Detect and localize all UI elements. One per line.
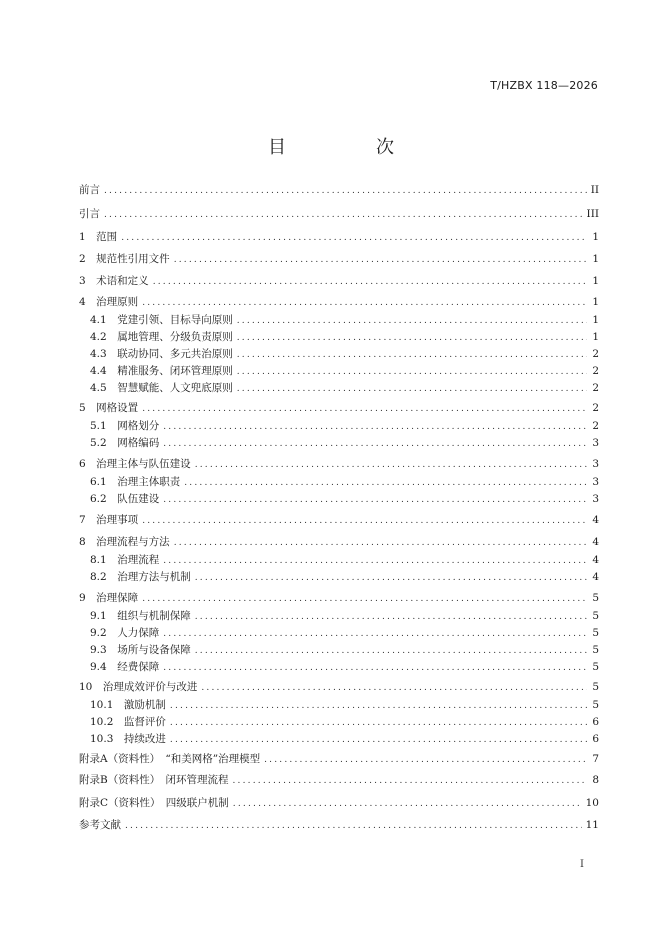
dot-leader — [201, 680, 587, 696]
dot-leader — [163, 660, 587, 676]
dot-leader — [195, 457, 587, 473]
toc-entry[interactable] — [79, 312, 599, 328]
toc-entry-label: 引言 — [79, 208, 100, 220]
dot-leader — [174, 252, 587, 268]
dot-leader — [184, 475, 587, 491]
dot-leader — [163, 436, 587, 452]
toc-entry[interactable] — [79, 456, 599, 472]
toc-entry-page: III — [586, 208, 599, 220]
toc-entry[interactable] — [79, 400, 599, 416]
toc-entry-page: 2 — [592, 402, 599, 414]
toc-entry-page: 2 — [592, 382, 599, 394]
toc-entry-page: 3 — [592, 493, 599, 505]
toc-entry[interactable] — [79, 731, 599, 747]
toc-entry-page: II — [590, 184, 599, 196]
toc-entry-page: 10 — [585, 797, 599, 809]
toc-entry[interactable] — [79, 474, 599, 490]
document-code: T/HZBX 118—2026 — [490, 79, 598, 92]
toc-entry[interactable] — [79, 642, 599, 658]
toc-entry-page: 2 — [592, 420, 599, 432]
toc-entry-label: 5.1 网格划分 — [90, 420, 160, 432]
dot-leader — [174, 535, 587, 551]
toc-entry-label: 10.2 监督评价 — [90, 716, 166, 728]
dot-leader — [121, 230, 587, 246]
toc-entry-label: 10 治理成效评价与改进 — [79, 681, 198, 693]
toc-entry-label: 6.1 治理主体职责 — [90, 476, 181, 488]
toc-entry-page: 5 — [592, 610, 599, 622]
toc-entry-page: 4 — [592, 536, 599, 548]
toc-entry-page: 1 — [592, 314, 599, 326]
toc-entry[interactable] — [79, 380, 599, 396]
dot-leader — [237, 347, 587, 363]
toc-entry-page: 3 — [592, 476, 599, 488]
toc-entry-label: 9 治理保障 — [79, 592, 139, 604]
toc-entry-page: 1 — [592, 275, 599, 287]
toc-entry[interactable] — [79, 608, 599, 624]
toc-entry[interactable] — [79, 491, 599, 507]
toc-entry-label: 附录B（资料性） 闭环管理流程 — [79, 774, 229, 786]
toc-entry[interactable] — [79, 182, 599, 198]
toc-entry[interactable] — [79, 329, 599, 345]
toc-entry-label: 4.2 属地管理、分级负责原则 — [90, 331, 233, 343]
dot-leader — [232, 773, 587, 789]
toc-entry[interactable] — [79, 435, 599, 451]
toc-entry[interactable] — [79, 751, 599, 767]
toc-entry-label: 5.2 网格编码 — [90, 437, 160, 449]
toc-entry-page: 3 — [592, 437, 599, 449]
toc-entry[interactable] — [79, 590, 599, 606]
toc-entry[interactable] — [79, 552, 599, 568]
toc-entry-page: 4 — [592, 554, 599, 566]
dot-leader — [170, 732, 587, 748]
toc-entry-label: 10.3 持续改进 — [90, 733, 166, 745]
dot-leader — [163, 553, 587, 569]
toc-entry-page: 5 — [592, 644, 599, 656]
toc-entry-label: 前言 — [79, 184, 100, 196]
toc-entry-label: 3 术语和定义 — [79, 275, 149, 287]
toc-entry[interactable] — [79, 569, 599, 585]
toc-entry-label: 9.2 人力保障 — [90, 627, 160, 639]
toc-entry-label: 4.4 精准服务、闭环管理原则 — [90, 365, 233, 377]
toc-entry-label: 9.3 场所与设备保障 — [90, 644, 191, 656]
toc-entry-page: 1 — [592, 253, 599, 265]
dot-leader — [170, 715, 587, 731]
toc-entry-label: 8.2 治理方法与机制 — [90, 571, 191, 583]
toc-entry[interactable] — [79, 294, 599, 310]
toc-entry-label: 4.3 联动协同、多元共治原则 — [90, 348, 233, 360]
toc-entry-page: 4 — [592, 514, 599, 526]
toc-entry[interactable] — [79, 251, 599, 267]
dot-leader — [233, 796, 582, 812]
dot-leader — [142, 401, 587, 417]
toc-entry-page: 6 — [592, 716, 599, 728]
toc-entry-page: 4 — [592, 571, 599, 583]
toc-entry[interactable] — [79, 772, 599, 788]
toc-entry-label: 8 治理流程与方法 — [79, 536, 170, 548]
dot-leader — [195, 609, 587, 625]
dot-leader — [163, 419, 587, 435]
toc-entry[interactable] — [79, 795, 599, 811]
dot-leader — [237, 381, 587, 397]
toc-entry[interactable] — [79, 625, 599, 641]
toc-entry[interactable] — [79, 534, 599, 550]
toc-entry-label: 8.1 治理流程 — [90, 554, 160, 566]
toc-entry-page: 6 — [592, 733, 599, 745]
dot-leader — [104, 207, 583, 223]
toc-entry[interactable] — [79, 679, 599, 695]
toc-entry-label: 6.2 队伍建设 — [90, 493, 160, 505]
toc-entry-label: 6 治理主体与队伍建设 — [79, 458, 191, 470]
dot-leader — [142, 513, 587, 529]
dot-leader — [237, 364, 587, 380]
toc-entry[interactable] — [79, 273, 599, 289]
page-number: I — [580, 859, 584, 870]
toc-entry-label: 1 范围 — [79, 231, 118, 243]
dot-leader — [153, 274, 587, 290]
toc-entry-page: 2 — [592, 365, 599, 377]
dot-leader — [170, 698, 587, 714]
toc-entry[interactable] — [79, 659, 599, 675]
toc-entry-page: 7 — [592, 753, 599, 765]
toc-entry-page: 5 — [592, 627, 599, 639]
toc-entry-label: 4 治理原则 — [79, 296, 139, 308]
dot-leader — [125, 818, 582, 834]
toc-entry[interactable] — [79, 418, 599, 434]
toc-entry-page: 2 — [592, 348, 599, 360]
toc-entry[interactable] — [79, 714, 599, 730]
toc-entry-label: 4.1 党建引领、目标导向原则 — [90, 314, 233, 326]
toc-entry-page: 11 — [585, 819, 599, 831]
toc-entry[interactable] — [79, 512, 599, 528]
dot-leader — [163, 626, 587, 642]
toc-entry[interactable] — [79, 346, 599, 362]
page-title: 目 次 — [268, 137, 430, 158]
toc-entry-page: 1 — [592, 331, 599, 343]
toc-entry-page: 5 — [592, 592, 599, 604]
toc-entry-page: 1 — [592, 231, 599, 243]
toc-entry-page: 5 — [592, 661, 599, 673]
dot-leader — [195, 570, 587, 586]
toc-entry-page: 5 — [592, 681, 599, 693]
dot-leader — [142, 295, 587, 311]
dot-leader — [237, 330, 587, 346]
dot-leader — [104, 183, 587, 199]
dot-leader — [264, 752, 587, 768]
toc-entry-label: 附录C（资料性） 四级联户机制 — [79, 797, 229, 809]
toc-entry-page: 5 — [592, 699, 599, 711]
toc-entry[interactable] — [79, 697, 599, 713]
toc-entry-label: 10.1 激励机制 — [90, 699, 166, 711]
toc-entry-page: 8 — [592, 774, 599, 786]
toc-entry-page: 1 — [592, 296, 599, 308]
toc-entry[interactable] — [79, 363, 599, 379]
dot-leader — [195, 643, 587, 659]
toc-entry-label: 参考文献 — [79, 819, 121, 831]
toc-entry-label: 4.5 智慧赋能、人文兜底原则 — [90, 382, 233, 394]
toc-entry[interactable] — [79, 206, 599, 222]
toc-entry[interactable] — [79, 817, 599, 833]
toc-entry-label: 9.1 组织与机制保障 — [90, 610, 191, 622]
toc-entry-label: 附录A（资料性） “和美网格”治理模型 — [79, 753, 261, 765]
toc-entry-label: 2 规范性引用文件 — [79, 253, 170, 265]
toc-entry-label: 7 治理事项 — [79, 514, 139, 526]
dot-leader — [142, 591, 587, 607]
toc-entry-label: 5 网格设置 — [79, 402, 139, 414]
toc-entry[interactable] — [79, 229, 599, 245]
dot-leader — [163, 492, 587, 508]
toc-entry-page: 3 — [592, 458, 599, 470]
dot-leader — [237, 313, 587, 329]
toc-entry-label: 9.4 经费保障 — [90, 661, 160, 673]
